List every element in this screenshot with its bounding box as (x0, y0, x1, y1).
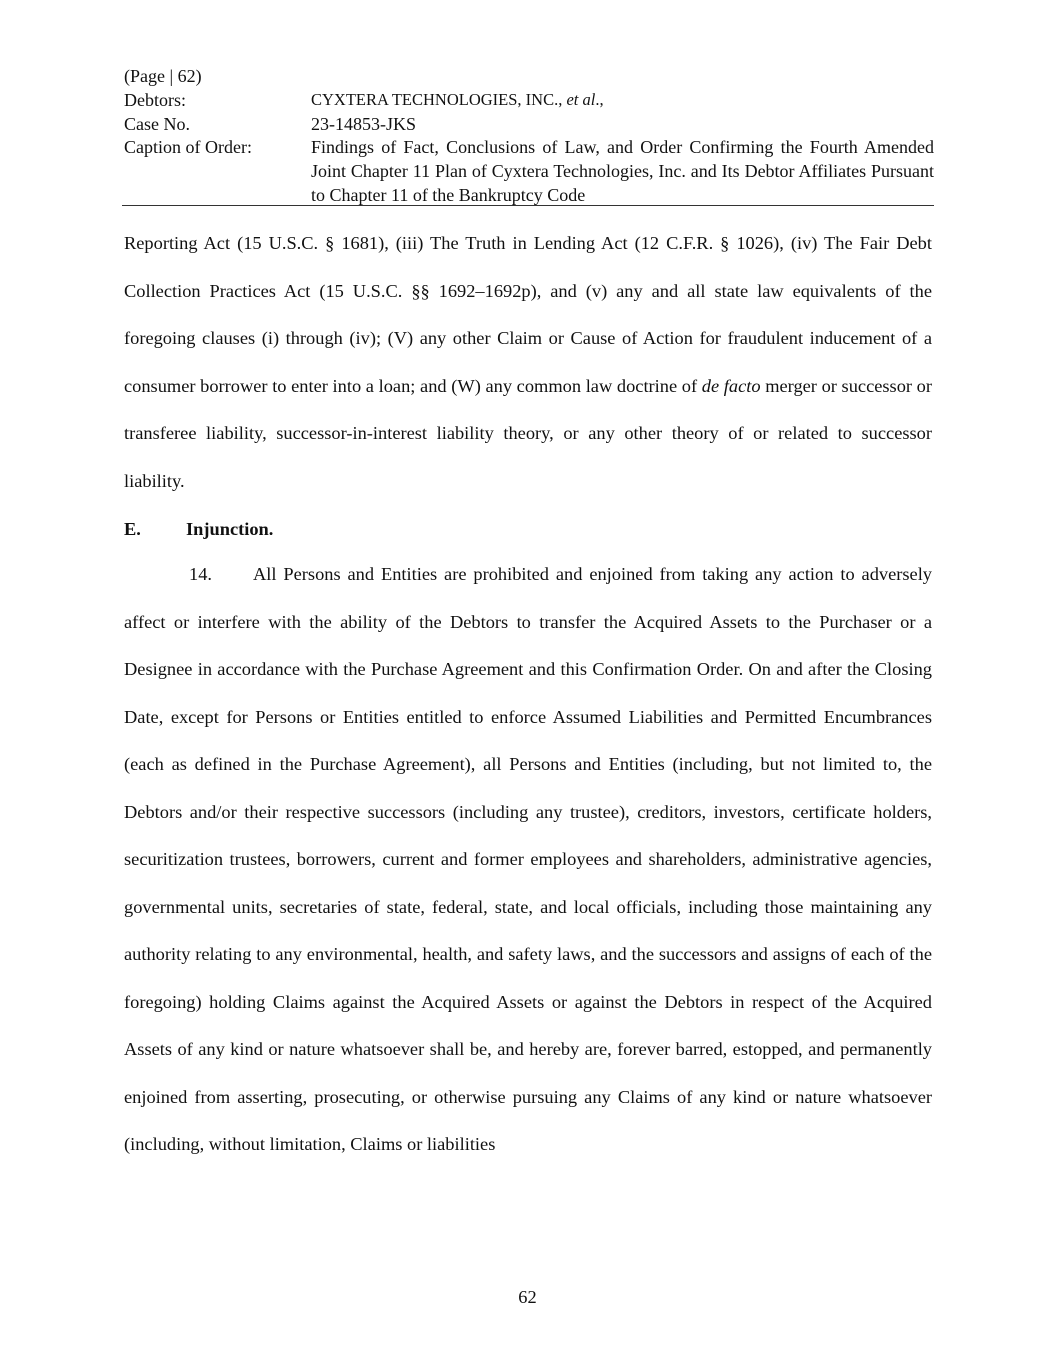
header-divider (122, 205, 934, 206)
paragraph-continuation: Reporting Act (15 U.S.C. § 1681), (iii) The Truth in Lending Act (12 C.F.R. § 1026), (iv) The Fair Debt Collection Practices Act (15 U.S.C. §§ 1692–1692p), and (v) any and all state law equivalents of the foregoing clauses (i) through (iv); (V) any other Claim or Cause of Action for fraudulent inducement of a consumer borrower to enter into a loan; and (W) any common law doctrine of de facto merger or successor or transferee liability, successor-in-interest liability theory, or any other theory of or related to successor liability. (124, 233, 932, 491)
case-value: 23-14853-JKS (311, 114, 417, 134)
case-label: Case No. (124, 114, 190, 134)
section-heading (124, 506, 524, 554)
paragraph-14 (124, 551, 932, 1169)
page-number: 62 (518, 1287, 537, 1307)
italic-de-facto: de facto (701, 375, 761, 396)
debtors-label: Debtors: (124, 90, 186, 110)
paragraph-14-text: All Persons and Entities are prohibited and enjoined from taking any action to adversely affect or interfere with the ability of the Debtors to transfer the Acquired Assets to the Purchaser or a Designee in accordance with the Purchase Agreement and this Confirmation Order. On and after the Closing Date, except for Persons or Entities entitled to enforce Assumed Liabilities and Permitted Encumbrances (each as defined in the Purchase Agreement), all Persons and Entities (including, but not limited to, the Debtors and/or their respective successors (including any trustee), creditors, investors, certificate holders, securitization trustees, borrowers, current and former employees and shareholders, administrative agencies, governmental units, secretaries of state, federal, state, and local officials, including those maintaining any authority relating to any environmental, health, and safety laws, and the successors and assigns of each of the foregoing) holding Claims against the Acquired Assets or against the Debtors in respect of the Acquired Assets of any kind or nature whatsoever shall be, and hereby are, forever barred, estopped, and permanently enjoined from asserting, prosecuting, or otherwise pursuing any Claims of any kind or nature whatsoever (including, without limitation, Claims or liabilities (124, 564, 932, 1154)
debtors-et-al: et al (566, 90, 596, 109)
section-title: Injunction. (186, 519, 274, 539)
paragraph-number: 14. (189, 564, 212, 584)
caption-label: Caption of Order: (124, 137, 252, 157)
debtors-value: CYXTERA TECHNOLOGIES, INC., et al., (311, 90, 604, 109)
caption-value: Findings of Fact, Conclusions of Law, and Order Confirming the Fourth Amended Joint Chapter 11 Plan of Cyxtera Technologies, Inc. and Its Debtor Affiliates Pursuant to Chapter 11 of the Bankruptcy Code (311, 137, 934, 205)
section-number: E. (124, 519, 141, 539)
header-page-ref: (Page | 62) (124, 66, 202, 86)
